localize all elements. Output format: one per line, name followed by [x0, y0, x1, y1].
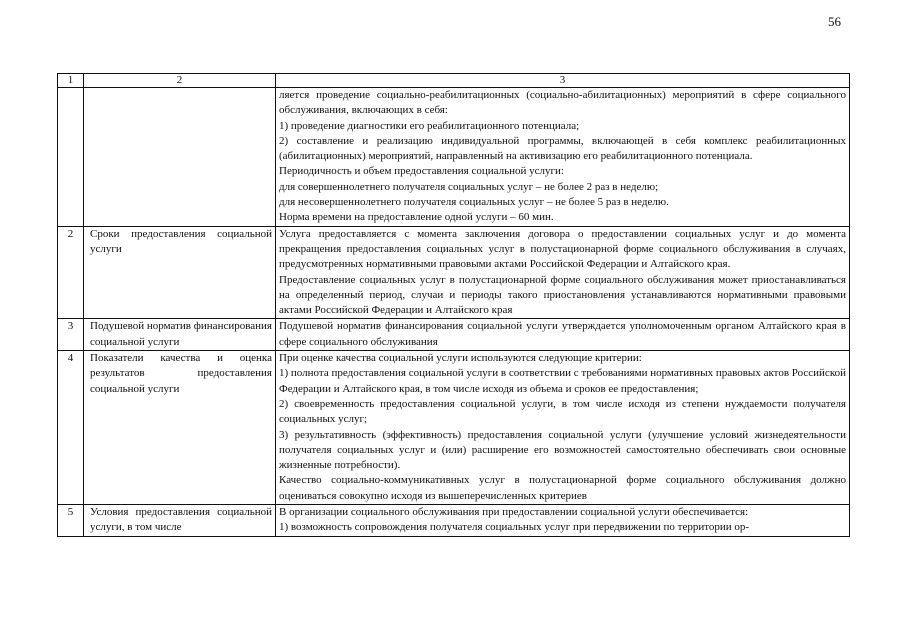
row-description [276, 88, 850, 227]
description-paragraph: 2) составление и реализацию индивидуальной программы, включающей в себя комплекс реабилитационных (абилитационных) мероприятий, направленный на активизацию его реабилитационного потенциала. [279, 134, 846, 163]
description-paragraph: Услуга предоставляется с момента заключения договора о предоставлении социальных услуг и до момента прекращения предоставления социальных услуг в полустационарной форме социального обслуживания в случаях, предусмотренных нормативными правовыми актами Российской Федерации и Алтайского края. [279, 227, 846, 271]
table-row [58, 88, 850, 227]
description-paragraph: 3) результативность (эффективность) предоставления социальной услуги (улучшение условий жизнедеятельности получателя социальных услуг и (или) расширение его возможностей самостоятельно обеспечивать свои основные жизненные потребности). [279, 428, 846, 472]
description-paragraph: для совершеннолетнего получателя социальных услуг – не более 2 раз в неделю; [279, 180, 659, 193]
table-row [58, 505, 850, 537]
row-number: 5 [58, 505, 84, 537]
description-paragraph: 2) своевременность предоставления социальной услуги, в том числе исходя из степени нуждаемости получателя социальных услуг; [279, 397, 846, 426]
row-item-name: Условия предоставления социальной услуги, в том числе [84, 505, 276, 537]
row-description [276, 505, 850, 537]
row-item-name: Подушевой норматив финансирования социальной услуги [84, 319, 276, 351]
description-paragraph: В организации социального обслуживания при предоставлении социальной услуги обеспечивается: [279, 506, 749, 519]
description-paragraph: При оценке качества социальной услуги используются следующие критерии: [279, 352, 642, 365]
page-number: 56 [828, 14, 841, 29]
row-number: 2 [58, 226, 84, 319]
row-number [58, 88, 84, 227]
row-number: 3 [58, 319, 84, 351]
description-paragraph: ляется проведение социально-реабилитационных (социально-абилитационных) мероприятий в сфере социального обслуживания, включающих в себя: [279, 89, 846, 117]
description-paragraph: 1) возможность сопровождения получателя социальных услуг при передвижении по территории ор- [279, 521, 750, 534]
description-paragraph: 1) проведение диагностики его реабилитационного потенциала; [279, 119, 580, 132]
table-row [58, 319, 850, 351]
row-item-name: Показатели качества и оценка результатов предоставления социальной услуги [84, 351, 276, 505]
table-header [58, 74, 850, 88]
row-description [276, 319, 850, 351]
table-body [58, 88, 850, 537]
description-paragraph: для несовершеннолетнего получателя социальных услуг – не более 5 раз в неделю. [279, 196, 669, 209]
header-cell-3: 3 [276, 74, 850, 88]
description-paragraph: Предоставление социальных услуг в полустационарной форме социального обслуживания может приостанавливаться на определенный период, случаи и периоды такого приостановления устанавливаются нормативными правовыми актами Российской Федерации и Алтайского края [279, 273, 846, 317]
description-paragraph: 1) полнота предоставления социальной услуги в соответствии с требованиями нормативных правовых актов Российской Федерации и Алтайского края, в том числе исходя из объема и сроков ее предоставления; [279, 367, 846, 395]
row-description [276, 351, 850, 505]
table-row [58, 351, 850, 505]
services-table [57, 73, 850, 537]
table-row [58, 226, 850, 319]
description-paragraph: Качество социально-коммуникативных услуг в полустационарной форме социального обслуживания должно оцениваться совокупно исходя из вышеперечисленных критериев [279, 474, 846, 502]
description-paragraph: Подушевой норматив финансирования социальной услуги утверждается уполномоченным органом Алтайского края в сфере социального обслуживания [279, 320, 846, 348]
description-paragraph: Норма времени на предоставление одной услуги – 60 мин. [279, 211, 554, 224]
row-item-name: Сроки предоставления социальной услуги [84, 226, 276, 319]
row-item-name [84, 88, 276, 227]
row-description [276, 226, 850, 319]
description-paragraph: Периодичность и объем предоставления социальной услуги: [279, 165, 564, 178]
header-cell-1: 1 [58, 74, 84, 88]
row-number: 4 [58, 351, 84, 505]
header-cell-2: 2 [84, 74, 276, 88]
